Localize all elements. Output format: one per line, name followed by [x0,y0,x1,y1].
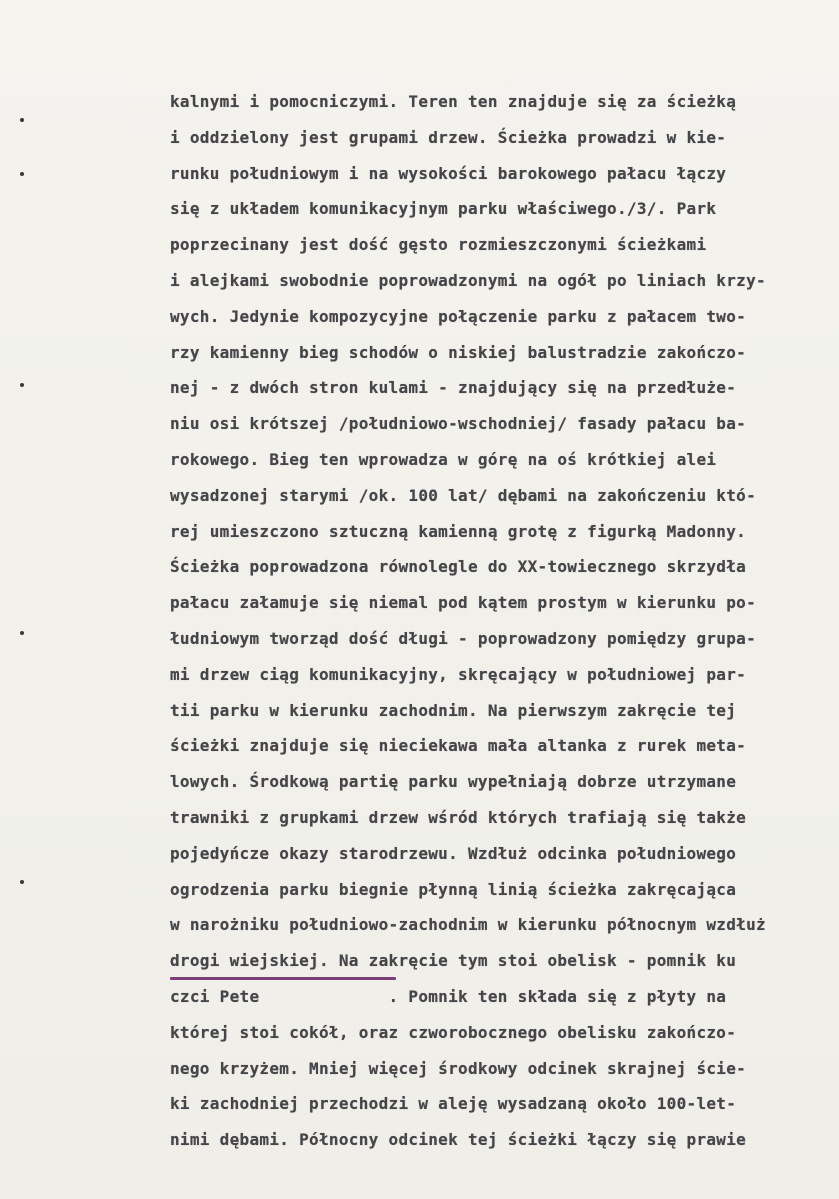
text-line: Ścieżka poprowadzona równolegle do XX-towiecznego skrzydła [170,557,747,577]
text-line: rokowego. Bieg ten wprowadza w górę na oś krótkiej alei [170,449,717,469]
text-line: ogrodzenia parku biegnie płynną linią ścieżka zakręcająca [170,879,737,899]
text-line: w narożniku południowo-zachodnim w kierunku północnym wzdłuż [170,915,766,935]
text-line: nimi dębami. Północny odcinek tej ścieżki łączy się prawie [170,1130,747,1150]
text-line: lowych. Środkową partię parku wypełniają dobrze utrzymane [170,772,737,792]
text-line: nego krzyżem. Mniej więcej środkowy odcinek skrajnej ście- [170,1058,747,1078]
text-line: i alejkami swobodnie poprowadzonymi na ogół po liniach krzy- [170,270,766,290]
text-line: wysadzonej starymi /ok. 100 lat/ dębami na zakończeniu któ- [170,485,757,505]
text-line: poprzecinany jest dość gęsto rozmieszczonymi ścieżkami [170,235,707,255]
text-line: runku południowym i na wysokości barokowego pałacu łączy [170,163,727,183]
text-line: wych. Jedynie kompozycyjne połączenie parku z pałacem two- [170,306,747,326]
text-line: tii parku w kierunku zachodnim. Na pierwszym zakręcie tej [170,700,737,720]
margin-mark [20,880,24,884]
margin-mark [20,383,24,387]
margin-mark [20,631,24,635]
text-line: pałacu załamuje się niemal pod kątem prostym w kierunku po- [170,593,757,613]
text-line: i oddzielony jest grupami drzew. Ścieżka prowadzi w kie- [170,127,727,147]
text-line: rzy kamienny bieg schodów o niskiej balustradzie zakończo- [170,342,747,362]
text-line: łudniowym tworząd dość długi - poprowadzony pomiędzy grupa- [170,628,757,648]
margin-mark [20,118,24,122]
text-line: nej - z dwóch stron kulami - znajdujący się na przedłuże- [170,378,737,398]
typed-text-body [170,84,810,1158]
text-line: ścieżki znajduje się nieciekawa mała altanka z rurek meta- [170,736,747,756]
text-line: kalnymi i pomocniczymi. Teren ten znajduje się za ścieżką [170,92,737,111]
text-line: czci Pete . Pomnik ten składa się z płyty na [170,986,727,1006]
text-line: się z układem komunikacyjnym parku właściwego./3/. Park [170,199,717,219]
text-line: trawniki z grupkami drzew wśród których trafiają się także [170,807,747,827]
text-line: ki zachodniej przechodzi w aleję wysadzaną około 100-let- [170,1094,737,1114]
text-line: drogi wiejskiej. Na zakręcie tym stoi obelisk - pomnik ku [170,951,737,971]
text-line: której stoi cokół, oraz czworobocznego obelisku zakończo- [170,1022,737,1042]
text-line: pojedyńcze okazy starodrzewu. Wzdłuż odcinka południowego [170,843,737,863]
text-line: mi drzew ciąg komunikacyjny, skręcający w południowej par- [170,664,747,684]
text-line: rej umieszczono sztuczną kamienną grotę z figurką Madonny. [170,521,747,541]
margin-mark [20,172,24,176]
text-line: niu osi krótszej /południowo-wschodniej/ fasady pałacu ba- [170,414,747,434]
strikethrough-mark [170,977,396,980]
